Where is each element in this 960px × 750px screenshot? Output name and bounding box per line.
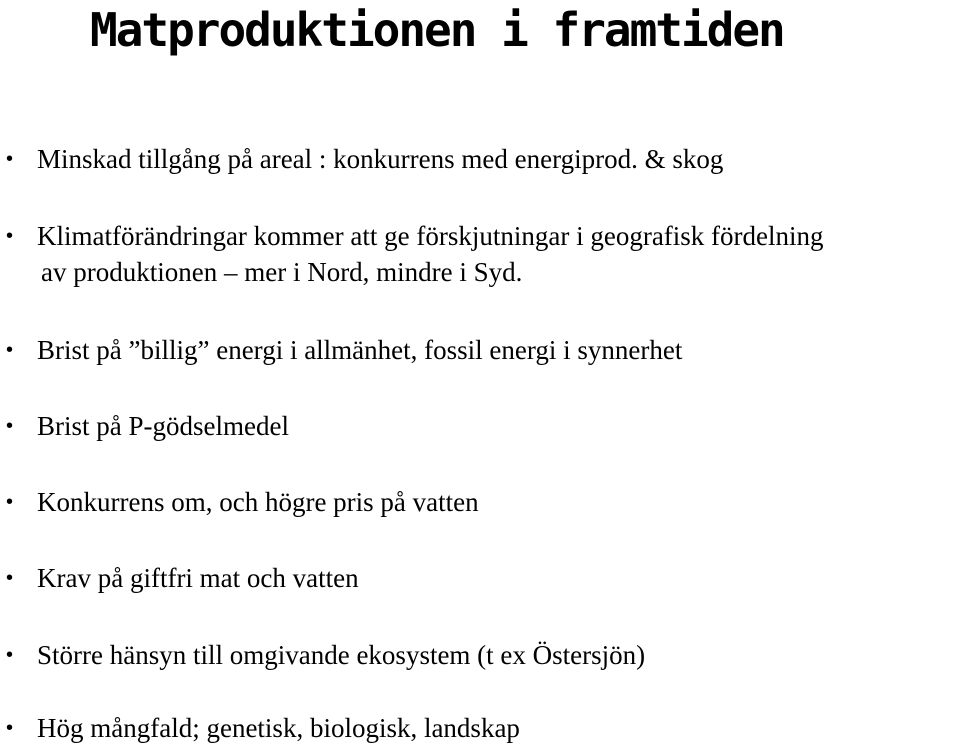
bullet-icon: • (6, 717, 14, 739)
bullet-text (37, 408, 955, 444)
bullet-text (37, 484, 955, 520)
bullet-icon: • (6, 225, 14, 247)
bullet-text (37, 218, 955, 290)
bullet-icon: • (6, 415, 14, 437)
bullet-icon: • (6, 339, 14, 361)
bullet-line: Minskad tillgång på areal : konkurrens med energiprod. & skog (37, 144, 724, 174)
bullet-text (37, 560, 955, 596)
bullet-line: Större hänsyn till omgivande ekosystem (t ex Östersjön) (37, 640, 646, 670)
bullet-icon: • (6, 491, 14, 513)
bullet-line-continued: av produktionen – mer i Nord, mindre i Syd. (41, 257, 523, 287)
bullet-line: Klimatförändringar kommer att ge förskjutningar i geografisk fördelning (37, 221, 824, 251)
bullet-text (37, 141, 955, 177)
bullet-line: Hög mångfald; genetisk, biologisk, landskap (37, 713, 520, 743)
bullet-text (37, 332, 955, 368)
bullet-line: Krav på giftfri mat och vatten (37, 563, 359, 593)
bullet-text (37, 637, 955, 673)
bullet-line: Konkurrens om, och högre pris på vatten (37, 487, 479, 517)
bullet-icon: • (6, 644, 14, 666)
bullet-line: Brist på ”billig” energi i allmänhet, fossil energi i synnerhet (37, 335, 683, 365)
bullet-icon: • (6, 567, 14, 589)
bullet-icon: • (6, 148, 14, 170)
bullet-text (37, 710, 955, 746)
bullet-line: Brist på P-gödselmedel (37, 411, 289, 441)
slide-title: Matproduktionen i framtiden (90, 3, 784, 57)
